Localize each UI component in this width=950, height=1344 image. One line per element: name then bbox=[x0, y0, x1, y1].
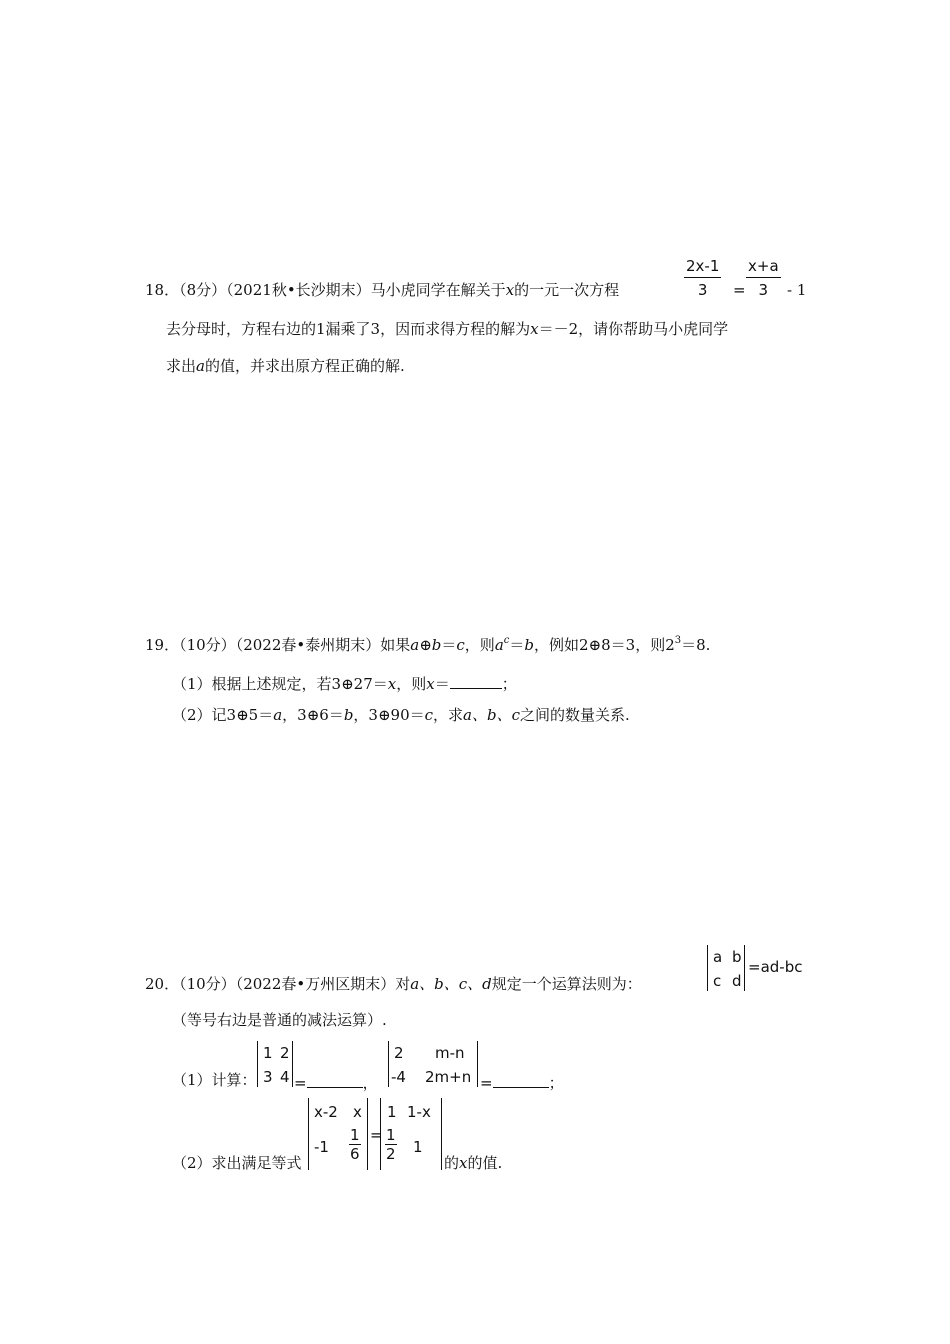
q19-text: ＝ bbox=[509, 636, 525, 654]
q19-source: （2022春•泰州期末） bbox=[235, 636, 381, 654]
det-cell: d bbox=[732, 972, 742, 990]
det-cell: x bbox=[353, 1103, 362, 1121]
det-cell: 1-x bbox=[407, 1103, 431, 1121]
q19-text: ，则 bbox=[396, 675, 427, 693]
q19-var: b bbox=[343, 706, 354, 724]
q20-text: ； bbox=[548, 1074, 564, 1092]
q19-exponent: c bbox=[503, 635, 510, 646]
q20-var: a、b、c、d bbox=[410, 975, 492, 993]
q18-var: x bbox=[505, 281, 515, 299]
q18-line1 bbox=[145, 283, 619, 298]
q19-var: b bbox=[431, 636, 442, 654]
q18-line3 bbox=[166, 359, 405, 374]
q18-fraction-left bbox=[684, 257, 721, 299]
q20-text: 的值. bbox=[467, 1154, 503, 1172]
q20-source: （2022春•万州区期末） bbox=[235, 975, 396, 993]
q20-var: x bbox=[459, 1154, 468, 1172]
q19-text: 如果 bbox=[380, 636, 411, 654]
q19-text: ＝8. bbox=[681, 636, 711, 654]
q19-var: c bbox=[456, 636, 465, 654]
det-cell: 3 bbox=[263, 1068, 273, 1086]
det-cell: b bbox=[732, 948, 742, 966]
q18-equals: = bbox=[733, 281, 746, 299]
fraction-denominator: 6 bbox=[350, 1145, 360, 1163]
q19-text: ； bbox=[501, 675, 517, 693]
q19-var: a bbox=[494, 636, 504, 654]
answer-blank[interactable] bbox=[307, 1073, 363, 1088]
det-cell: -1 bbox=[314, 1138, 329, 1156]
q18-number: 18． bbox=[145, 281, 180, 299]
q20-text: ， bbox=[362, 1074, 378, 1092]
det-cell: 1 bbox=[263, 1044, 273, 1062]
det-cell: 1 bbox=[387, 1103, 397, 1121]
det-cell: 4 bbox=[280, 1068, 290, 1086]
q19-text: 之间的数量关系. bbox=[520, 706, 630, 724]
q19-text: ，则 bbox=[464, 636, 495, 654]
q20-text: 对 bbox=[395, 975, 411, 993]
q18-fraction-right bbox=[746, 257, 781, 299]
fraction-numerator: 2x-1 bbox=[684, 257, 721, 278]
det-cell: 1 bbox=[413, 1138, 423, 1156]
q19-text: ，求 bbox=[433, 706, 464, 724]
q19-var: c bbox=[424, 706, 434, 724]
det-cell: 2m+n bbox=[425, 1068, 472, 1086]
oplus-symbol: ⊕ bbox=[419, 636, 432, 654]
det-fraction bbox=[385, 1126, 397, 1163]
q20-points: （10分） bbox=[179, 975, 236, 993]
answer-blank[interactable] bbox=[450, 674, 502, 689]
definition-rhs: =ad-bc bbox=[748, 958, 803, 976]
q18-text: 求出 bbox=[166, 357, 197, 375]
q19-text: ＝ bbox=[434, 675, 450, 693]
det-cell: c bbox=[713, 972, 722, 990]
q20-note: （等号右边是普通的减法运算）. bbox=[172, 1011, 387, 1029]
q19-text: （1）根据上述规定，若3⊕27＝ bbox=[172, 675, 388, 693]
q18-line2 bbox=[166, 322, 728, 337]
equals-sign: = bbox=[294, 1074, 307, 1092]
q18-source: （2021秋•长沙期末） bbox=[226, 281, 371, 299]
q19-part1 bbox=[172, 674, 517, 692]
q19-var: b bbox=[524, 636, 534, 654]
q18-text: 的一元一次方程 bbox=[514, 281, 620, 299]
determinant-2 bbox=[388, 1041, 478, 1087]
q19-points: （10分） bbox=[179, 636, 236, 654]
equals-sign: = bbox=[480, 1074, 493, 1092]
q19-text: ，例如2⊕8＝3，则2 bbox=[534, 636, 675, 654]
determinant-3 bbox=[308, 1098, 368, 1170]
q18-points: （8分） bbox=[179, 281, 227, 299]
q19-var: a、b、c bbox=[463, 706, 520, 724]
q19-exponent: 3 bbox=[674, 635, 682, 646]
fraction-numerator: x+a bbox=[746, 257, 781, 278]
q18-text: ＝－2，请你帮助马小虎同学 bbox=[538, 320, 729, 338]
q19-text: ＝ bbox=[441, 636, 457, 654]
definition-determinant bbox=[707, 945, 745, 991]
q19-var: a bbox=[410, 636, 420, 654]
q19-text: ，3⊕6＝ bbox=[282, 706, 344, 724]
q19-var: x bbox=[387, 675, 397, 693]
det-cell: 2 bbox=[394, 1044, 404, 1062]
q20-part1-answer2 bbox=[480, 1073, 564, 1091]
det-fraction bbox=[349, 1126, 361, 1163]
answer-blank[interactable] bbox=[493, 1073, 549, 1088]
q19-text: （2）记3⊕5＝ bbox=[172, 706, 274, 724]
q20-number: 20． bbox=[145, 975, 180, 993]
fraction-numerator: 1 bbox=[386, 1126, 396, 1144]
q19-text: ，3⊕90＝ bbox=[353, 706, 425, 724]
fraction-denominator: 3 bbox=[758, 281, 769, 299]
q18-minus-one: - 1 bbox=[787, 281, 807, 299]
q20-line1 bbox=[145, 977, 642, 992]
q18-text: 的值，并求出原方程正确的解. bbox=[204, 357, 405, 375]
q18-text: 去分母时，方程右边的1漏乘了3，因而求得方程的解为 bbox=[166, 320, 531, 338]
q19-number: 19． bbox=[145, 636, 180, 654]
fraction-denominator: 2 bbox=[386, 1145, 396, 1163]
determinant-4 bbox=[380, 1098, 442, 1170]
q20-text: 的 bbox=[444, 1154, 460, 1172]
fraction-numerator: 1 bbox=[350, 1126, 360, 1144]
det-cell: -4 bbox=[391, 1068, 406, 1086]
q19-part2 bbox=[172, 708, 630, 723]
det-cell: 2 bbox=[280, 1044, 290, 1062]
q18-var: x bbox=[530, 320, 539, 338]
q19-line1 bbox=[145, 636, 710, 653]
q20-part1-answer1 bbox=[294, 1073, 378, 1091]
det-cell: a bbox=[713, 948, 723, 966]
q20-text: 规定一个运算法则为： bbox=[491, 975, 642, 993]
q19-var: a bbox=[273, 706, 283, 724]
q18-var: a bbox=[196, 357, 205, 375]
det-cell: x-2 bbox=[314, 1103, 338, 1121]
q20-part2-label: （2）求出满足等式 bbox=[172, 1154, 302, 1172]
det-cell: m-n bbox=[435, 1044, 465, 1062]
determinant-1 bbox=[257, 1041, 293, 1087]
q18-text: 马小虎同学在解关于 bbox=[370, 281, 506, 299]
equals-sign: = bbox=[370, 1126, 383, 1144]
q20-part1-label: （1）计算： bbox=[172, 1071, 257, 1089]
fraction-denominator: 3 bbox=[697, 281, 708, 299]
q20-part2-end bbox=[444, 1156, 502, 1171]
q19-var: x bbox=[426, 675, 435, 693]
